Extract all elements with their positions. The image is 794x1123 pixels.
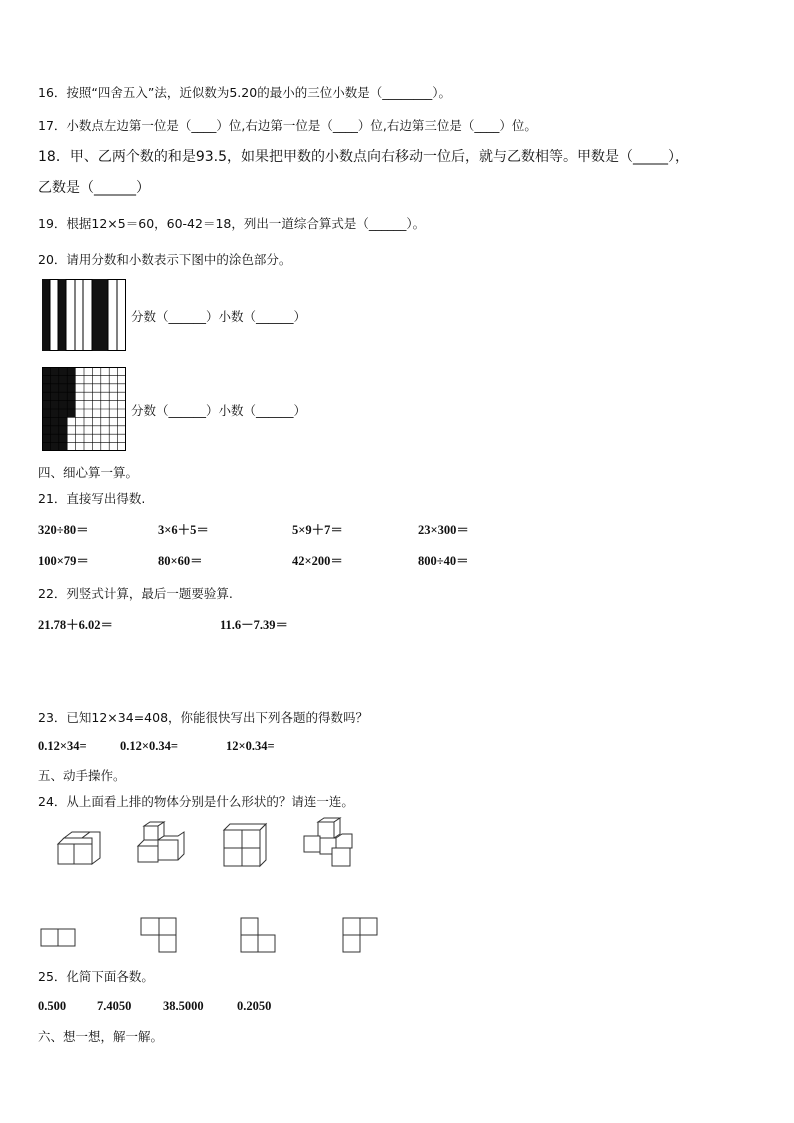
calc-item: 3×6＋5＝: [158, 523, 209, 537]
figure-2-label: 分数（______）小数（______）: [131, 403, 307, 418]
simplify-item: 0.500: [38, 999, 67, 1013]
top-view-shape-2: [140, 917, 178, 955]
simplify-item: 38.5000: [163, 999, 204, 1013]
section-4-heading: 四、细心算一算。: [38, 465, 139, 480]
question-16: 16．按照“四舍五入”法，近似数为5.20的最小的三位小数是（________）。: [38, 85, 451, 100]
calc-item: 800÷40＝: [418, 554, 469, 568]
question-22: 22．列竖式计算，最后一题要验算.: [38, 586, 233, 601]
cube-shape-4: [300, 816, 358, 868]
cube-shape-3: [220, 820, 272, 868]
question-18-line1: 18．甲、乙两个数的和是93.5，如果把甲数的小数点向右移动一位后，就与乙数相等。甲数是（_____），: [38, 149, 689, 165]
question-18-line2: 乙数是（______）: [38, 180, 150, 196]
grid-figure: [42, 367, 126, 451]
figure-1-label: 分数（______）小数（______）: [131, 309, 307, 324]
question-19: 19．根据12×5＝60，60-42＝18，列出一道综合算式是（______）。: [38, 216, 426, 231]
quick-calc-item: 0.12×34=: [38, 739, 87, 753]
simplify-item: 0.2050: [237, 999, 272, 1013]
question-23: 23．已知12×34=408，你能很快写出下列各题的得数吗？: [38, 710, 369, 725]
section-5-heading: 五、动手操作。: [38, 768, 126, 783]
calc-item: 320÷80＝: [38, 523, 89, 537]
section-6-heading: 六、想一想，解一解。: [38, 1029, 164, 1044]
calc-item: 80×60＝: [158, 554, 203, 568]
top-view-shape-1: [40, 928, 76, 948]
calc-item: 5×9＋7＝: [292, 523, 343, 537]
striped-bar-figure: [42, 279, 126, 351]
question-25: 25．化简下面各数。: [38, 969, 154, 984]
top-view-shape-3: [240, 917, 278, 955]
calc-item: 42×200＝: [292, 554, 343, 568]
question-20: 20．请用分数和小数表示下图中的涂色部分。: [38, 252, 292, 267]
question-24: 24．从上面看上排的物体分别是什么形状的？请连一连。: [38, 794, 354, 809]
question-21: 21．直接写出得数.: [38, 491, 146, 506]
vertical-calc-item: 21.78＋6.02＝: [38, 618, 114, 632]
top-view-shape-4: [342, 917, 380, 955]
calc-item: 100×79＝: [38, 554, 89, 568]
vertical-calc-item: 11.6－7.39＝: [220, 618, 289, 632]
cube-shape-1: [56, 826, 106, 870]
quick-calc-item: 12×0.34=: [226, 739, 275, 753]
calc-item: 23×300＝: [418, 523, 469, 537]
cube-shape-2: [134, 820, 186, 868]
simplify-item: 7.4050: [97, 999, 132, 1013]
question-17: 17．小数点左边第一位是（____）位,右边第一位是（____）位,右边第三位是（____）位。: [38, 118, 537, 133]
quick-calc-item: 0.12×0.34=: [120, 739, 178, 753]
